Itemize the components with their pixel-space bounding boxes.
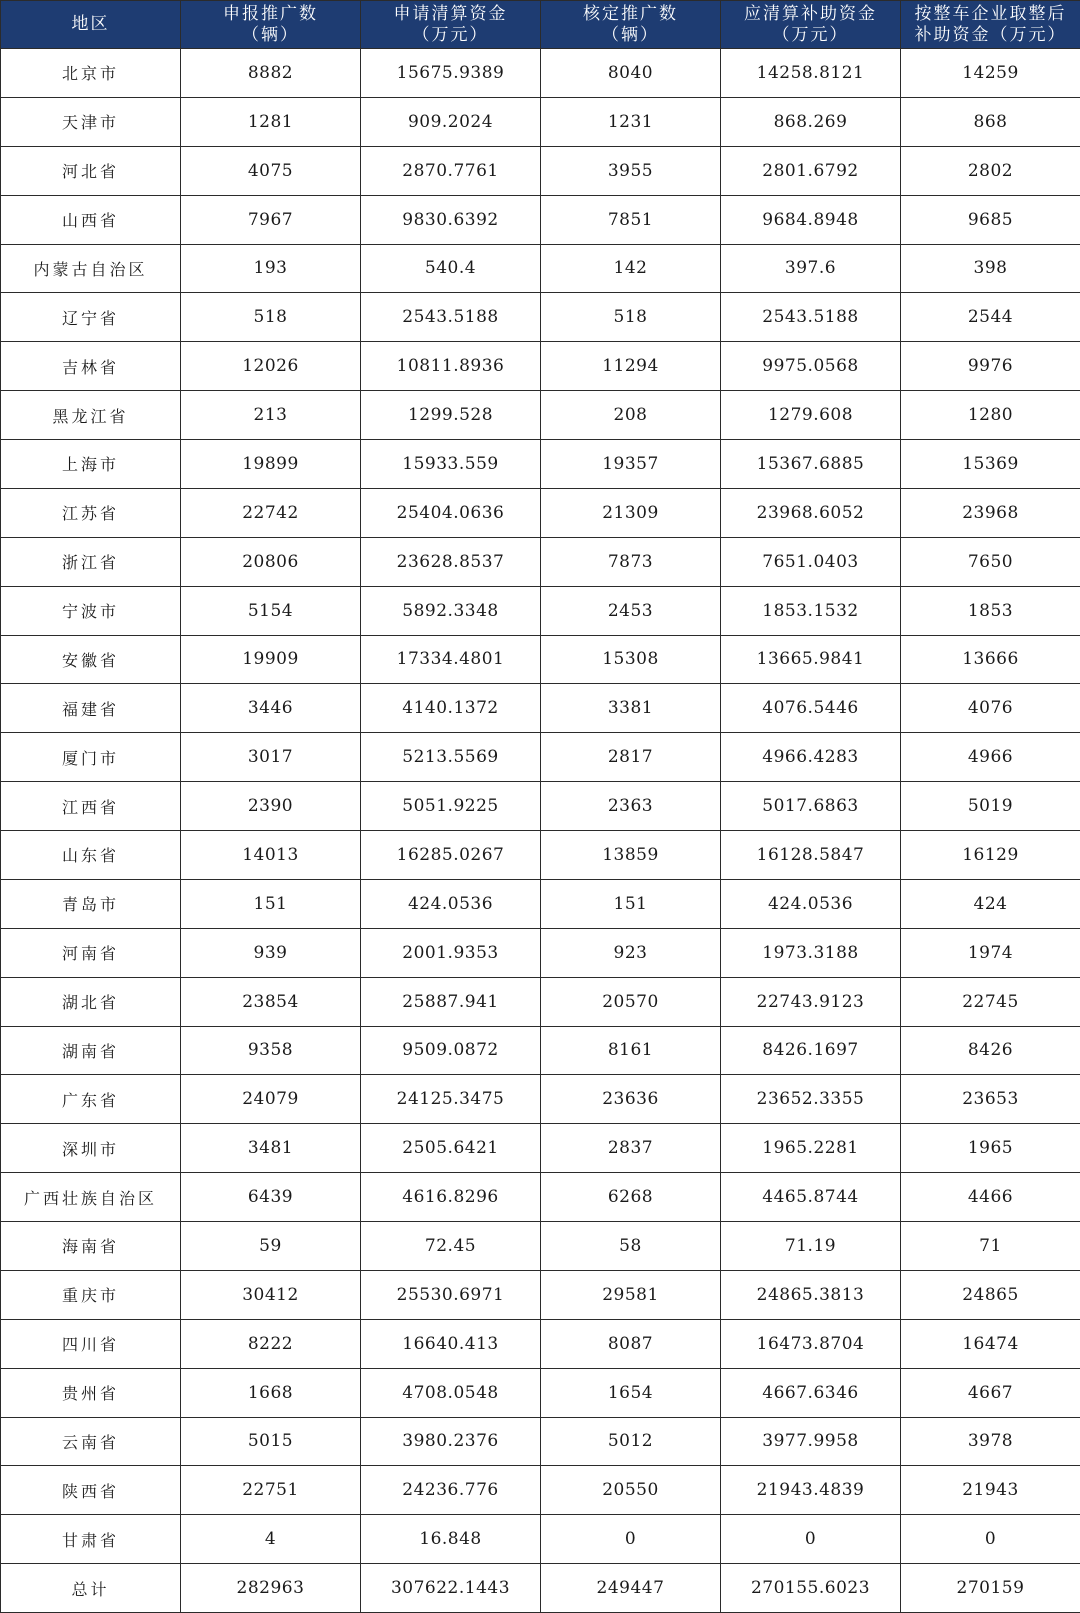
table-row <box>1 1368 1080 1417</box>
requested-funds-cell: 2001.9353 <box>361 928 541 977</box>
requested-funds-cell: 909.2024 <box>361 97 541 146</box>
table-row <box>1 879 1080 928</box>
rounded-funds-cell: 270159 <box>901 1564 1080 1613</box>
region-cell: 天津市 <box>1 97 181 146</box>
settle-funds-cell: 3977.9958 <box>721 1417 901 1466</box>
declared-count-cell: 59 <box>181 1222 361 1271</box>
approved-count-cell: 2817 <box>541 733 721 782</box>
table-row <box>1 782 1080 831</box>
requested-funds-cell: 25887.941 <box>361 977 541 1026</box>
table-header <box>1 1 1080 49</box>
declared-count-cell: 151 <box>181 879 361 928</box>
table-row <box>1 1515 1080 1564</box>
table-row <box>1 97 1080 146</box>
requested-funds-cell: 540.4 <box>361 244 541 293</box>
rounded-funds-cell: 9685 <box>901 195 1080 244</box>
rounded-funds-cell: 9976 <box>901 342 1080 391</box>
table-row <box>1 1173 1080 1222</box>
region-cell: 深圳市 <box>1 1124 181 1173</box>
table-row <box>1 928 1080 977</box>
rounded-funds-cell: 2544 <box>901 293 1080 342</box>
region-cell: 北京市 <box>1 49 181 98</box>
settle-funds-cell: 22743.9123 <box>721 977 901 1026</box>
requested-funds-cell: 4708.0548 <box>361 1368 541 1417</box>
settle-funds-cell: 16128.5847 <box>721 831 901 880</box>
declared-count-cell: 9358 <box>181 1026 361 1075</box>
rounded-funds-cell: 24865 <box>901 1270 1080 1319</box>
approved-count-cell: 1654 <box>541 1368 721 1417</box>
requested-funds-cell: 16640.413 <box>361 1319 541 1368</box>
requested-funds-cell: 307622.1443 <box>361 1564 541 1613</box>
approved-count-cell: 2363 <box>541 782 721 831</box>
approved-count-cell: 8040 <box>541 49 721 98</box>
table-row <box>1 1466 1080 1515</box>
region-cell: 海南省 <box>1 1222 181 1271</box>
rounded-funds-cell: 23968 <box>901 488 1080 537</box>
approved-count-cell: 20550 <box>541 1466 721 1515</box>
header-settle-funds: 应清算补助资金 （万元） <box>721 1 901 49</box>
requested-funds-cell: 16285.0267 <box>361 831 541 880</box>
rounded-funds-cell: 4966 <box>901 733 1080 782</box>
declared-count-cell: 4075 <box>181 146 361 195</box>
settle-funds-cell: 1973.3188 <box>721 928 901 977</box>
region-cell: 陕西省 <box>1 1466 181 1515</box>
declared-count-cell: 19909 <box>181 635 361 684</box>
rounded-funds-cell: 1965 <box>901 1124 1080 1173</box>
requested-funds-cell: 15675.9389 <box>361 49 541 98</box>
approved-count-cell: 15308 <box>541 635 721 684</box>
region-cell: 总计 <box>1 1564 181 1613</box>
declared-count-cell: 19899 <box>181 440 361 489</box>
approved-count-cell: 2837 <box>541 1124 721 1173</box>
declared-count-cell: 3017 <box>181 733 361 782</box>
region-cell: 吉林省 <box>1 342 181 391</box>
header-region: 地区 <box>1 1 181 49</box>
region-cell: 江西省 <box>1 782 181 831</box>
settle-funds-cell: 2543.5188 <box>721 293 901 342</box>
table-row <box>1 1026 1080 1075</box>
rounded-funds-cell: 1974 <box>901 928 1080 977</box>
requested-funds-cell: 9509.0872 <box>361 1026 541 1075</box>
rounded-funds-cell: 15369 <box>901 440 1080 489</box>
settle-funds-cell: 1279.608 <box>721 391 901 440</box>
declared-count-cell: 939 <box>181 928 361 977</box>
requested-funds-cell: 5213.5569 <box>361 733 541 782</box>
declared-count-cell: 5154 <box>181 586 361 635</box>
table-row <box>1 1222 1080 1271</box>
table-row <box>1 1319 1080 1368</box>
rounded-funds-cell: 7650 <box>901 537 1080 586</box>
rounded-funds-cell: 4076 <box>901 684 1080 733</box>
approved-count-cell: 23636 <box>541 1075 721 1124</box>
table-row <box>1 1124 1080 1173</box>
declared-count-cell: 20806 <box>181 537 361 586</box>
declared-count-cell: 12026 <box>181 342 361 391</box>
settle-funds-cell: 1853.1532 <box>721 586 901 635</box>
table-row <box>1 146 1080 195</box>
rounded-funds-cell: 1280 <box>901 391 1080 440</box>
approved-count-cell: 7851 <box>541 195 721 244</box>
approved-count-cell: 249447 <box>541 1564 721 1613</box>
header-requested-funds: 申请清算资金 （万元） <box>361 1 541 49</box>
rounded-funds-cell: 22745 <box>901 977 1080 1026</box>
rounded-funds-cell: 23653 <box>901 1075 1080 1124</box>
settle-funds-cell: 9684.8948 <box>721 195 901 244</box>
table-row <box>1 733 1080 782</box>
header-approved-count: 核定推广数 （辆） <box>541 1 721 49</box>
requested-funds-cell: 5051.9225 <box>361 782 541 831</box>
table-row <box>1 1270 1080 1319</box>
region-cell: 湖北省 <box>1 977 181 1026</box>
rounded-funds-cell: 71 <box>901 1222 1080 1271</box>
settle-funds-cell: 397.6 <box>721 244 901 293</box>
rounded-funds-cell: 868 <box>901 97 1080 146</box>
total-row <box>1 1564 1080 1613</box>
declared-count-cell: 193 <box>181 244 361 293</box>
table-row <box>1 635 1080 684</box>
declared-count-cell: 282963 <box>181 1564 361 1613</box>
requested-funds-cell: 15933.559 <box>361 440 541 489</box>
approved-count-cell: 8161 <box>541 1026 721 1075</box>
requested-funds-cell: 5892.3348 <box>361 586 541 635</box>
settle-funds-cell: 7651.0403 <box>721 537 901 586</box>
declared-count-cell: 213 <box>181 391 361 440</box>
rounded-funds-cell: 4466 <box>901 1173 1080 1222</box>
declared-count-cell: 22751 <box>181 1466 361 1515</box>
rounded-funds-cell: 2802 <box>901 146 1080 195</box>
approved-count-cell: 6268 <box>541 1173 721 1222</box>
approved-count-cell: 58 <box>541 1222 721 1271</box>
declared-count-cell: 8222 <box>181 1319 361 1368</box>
rounded-funds-cell: 0 <box>901 1515 1080 1564</box>
requested-funds-cell: 23628.8537 <box>361 537 541 586</box>
approved-count-cell: 21309 <box>541 488 721 537</box>
approved-count-cell: 5012 <box>541 1417 721 1466</box>
rounded-funds-cell: 16474 <box>901 1319 1080 1368</box>
region-cell: 厦门市 <box>1 733 181 782</box>
requested-funds-cell: 9830.6392 <box>361 195 541 244</box>
requested-funds-cell: 4616.8296 <box>361 1173 541 1222</box>
settle-funds-cell: 13665.9841 <box>721 635 901 684</box>
settle-funds-cell: 24865.3813 <box>721 1270 901 1319</box>
settle-funds-cell: 4667.6346 <box>721 1368 901 1417</box>
region-cell: 上海市 <box>1 440 181 489</box>
approved-count-cell: 142 <box>541 244 721 293</box>
table-row <box>1 488 1080 537</box>
region-cell: 四川省 <box>1 1319 181 1368</box>
declared-count-cell: 6439 <box>181 1173 361 1222</box>
requested-funds-cell: 24125.3475 <box>361 1075 541 1124</box>
declared-count-cell: 5015 <box>181 1417 361 1466</box>
settle-funds-cell: 9975.0568 <box>721 342 901 391</box>
settle-funds-cell: 14258.8121 <box>721 49 901 98</box>
settle-funds-cell: 16473.8704 <box>721 1319 901 1368</box>
table-row <box>1 195 1080 244</box>
header-declared-count: 申报推广数 （辆） <box>181 1 361 49</box>
declared-count-cell: 518 <box>181 293 361 342</box>
rounded-funds-cell: 5019 <box>901 782 1080 831</box>
header-row <box>1 1 1080 49</box>
declared-count-cell: 30412 <box>181 1270 361 1319</box>
settle-funds-cell: 4465.8744 <box>721 1173 901 1222</box>
region-cell: 甘肃省 <box>1 1515 181 1564</box>
approved-count-cell: 11294 <box>541 342 721 391</box>
declared-count-cell: 3446 <box>181 684 361 733</box>
table-row <box>1 49 1080 98</box>
requested-funds-cell: 424.0536 <box>361 879 541 928</box>
requested-funds-cell: 1299.528 <box>361 391 541 440</box>
settle-funds-cell: 424.0536 <box>721 879 901 928</box>
settle-funds-cell: 270155.6023 <box>721 1564 901 1613</box>
region-cell: 云南省 <box>1 1417 181 1466</box>
approved-count-cell: 518 <box>541 293 721 342</box>
settle-funds-cell: 23968.6052 <box>721 488 901 537</box>
settle-funds-cell: 71.19 <box>721 1222 901 1271</box>
requested-funds-cell: 2870.7761 <box>361 146 541 195</box>
approved-count-cell: 7873 <box>541 537 721 586</box>
approved-count-cell: 1231 <box>541 97 721 146</box>
table-row <box>1 977 1080 1026</box>
header-rounded-funds: 按整车企业取整后 补助资金（万元） <box>901 1 1080 49</box>
requested-funds-cell: 25404.0636 <box>361 488 541 537</box>
region-cell: 湖南省 <box>1 1026 181 1075</box>
declared-count-cell: 8882 <box>181 49 361 98</box>
table-row <box>1 586 1080 635</box>
requested-funds-cell: 4140.1372 <box>361 684 541 733</box>
settle-funds-cell: 23652.3355 <box>721 1075 901 1124</box>
settle-funds-cell: 0 <box>721 1515 901 1564</box>
table-row <box>1 1075 1080 1124</box>
declared-count-cell: 23854 <box>181 977 361 1026</box>
region-cell: 江苏省 <box>1 488 181 537</box>
rounded-funds-cell: 21943 <box>901 1466 1080 1515</box>
declared-count-cell: 1281 <box>181 97 361 146</box>
region-cell: 贵州省 <box>1 1368 181 1417</box>
approved-count-cell: 3381 <box>541 684 721 733</box>
settle-funds-cell: 4966.4283 <box>721 733 901 782</box>
region-cell: 河北省 <box>1 146 181 195</box>
rounded-funds-cell: 8426 <box>901 1026 1080 1075</box>
approved-count-cell: 151 <box>541 879 721 928</box>
rounded-funds-cell: 14259 <box>901 49 1080 98</box>
requested-funds-cell: 24236.776 <box>361 1466 541 1515</box>
rounded-funds-cell: 1853 <box>901 586 1080 635</box>
region-cell: 黑龙江省 <box>1 391 181 440</box>
region-cell: 山东省 <box>1 831 181 880</box>
approved-count-cell: 3955 <box>541 146 721 195</box>
approved-count-cell: 208 <box>541 391 721 440</box>
table-row <box>1 684 1080 733</box>
rounded-funds-cell: 3978 <box>901 1417 1080 1466</box>
table-row <box>1 342 1080 391</box>
rounded-funds-cell: 13666 <box>901 635 1080 684</box>
rounded-funds-cell: 424 <box>901 879 1080 928</box>
table-row <box>1 831 1080 880</box>
region-cell: 广西壮族自治区 <box>1 1173 181 1222</box>
approved-count-cell: 2453 <box>541 586 721 635</box>
approved-count-cell: 19357 <box>541 440 721 489</box>
rounded-funds-cell: 398 <box>901 244 1080 293</box>
region-cell: 浙江省 <box>1 537 181 586</box>
region-cell: 青岛市 <box>1 879 181 928</box>
settle-funds-cell: 2801.6792 <box>721 146 901 195</box>
settle-funds-cell: 4076.5446 <box>721 684 901 733</box>
region-cell: 福建省 <box>1 684 181 733</box>
declared-count-cell: 4 <box>181 1515 361 1564</box>
declared-count-cell: 1668 <box>181 1368 361 1417</box>
settle-funds-cell: 1965.2281 <box>721 1124 901 1173</box>
settle-funds-cell: 5017.6863 <box>721 782 901 831</box>
region-cell: 山西省 <box>1 195 181 244</box>
requested-funds-cell: 16.848 <box>361 1515 541 1564</box>
table-row <box>1 293 1080 342</box>
declared-count-cell: 7967 <box>181 195 361 244</box>
approved-count-cell: 0 <box>541 1515 721 1564</box>
table-body <box>1 49 1080 1613</box>
declared-count-cell: 3481 <box>181 1124 361 1173</box>
approved-count-cell: 13859 <box>541 831 721 880</box>
requested-funds-cell: 17334.4801 <box>361 635 541 684</box>
table-row <box>1 537 1080 586</box>
settle-funds-cell: 21943.4839 <box>721 1466 901 1515</box>
table-row <box>1 391 1080 440</box>
requested-funds-cell: 10811.8936 <box>361 342 541 391</box>
rounded-funds-cell: 4667 <box>901 1368 1080 1417</box>
rounded-funds-cell: 16129 <box>901 831 1080 880</box>
region-cell: 宁波市 <box>1 586 181 635</box>
region-cell: 广东省 <box>1 1075 181 1124</box>
region-cell: 重庆市 <box>1 1270 181 1319</box>
requested-funds-cell: 2543.5188 <box>361 293 541 342</box>
requested-funds-cell: 3980.2376 <box>361 1417 541 1466</box>
settle-funds-cell: 15367.6885 <box>721 440 901 489</box>
table-row <box>1 1417 1080 1466</box>
settle-funds-cell: 8426.1697 <box>721 1026 901 1075</box>
settle-funds-cell: 868.269 <box>721 97 901 146</box>
declared-count-cell: 14013 <box>181 831 361 880</box>
approved-count-cell: 8087 <box>541 1319 721 1368</box>
requested-funds-cell: 25530.6971 <box>361 1270 541 1319</box>
declared-count-cell: 2390 <box>181 782 361 831</box>
region-cell: 内蒙古自治区 <box>1 244 181 293</box>
region-cell: 安徽省 <box>1 635 181 684</box>
declared-count-cell: 22742 <box>181 488 361 537</box>
requested-funds-cell: 2505.6421 <box>361 1124 541 1173</box>
table-row <box>1 244 1080 293</box>
approved-count-cell: 20570 <box>541 977 721 1026</box>
requested-funds-cell: 72.45 <box>361 1222 541 1271</box>
region-cell: 辽宁省 <box>1 293 181 342</box>
approved-count-cell: 923 <box>541 928 721 977</box>
region-cell: 河南省 <box>1 928 181 977</box>
table-row <box>1 440 1080 489</box>
declared-count-cell: 24079 <box>181 1075 361 1124</box>
approved-count-cell: 29581 <box>541 1270 721 1319</box>
